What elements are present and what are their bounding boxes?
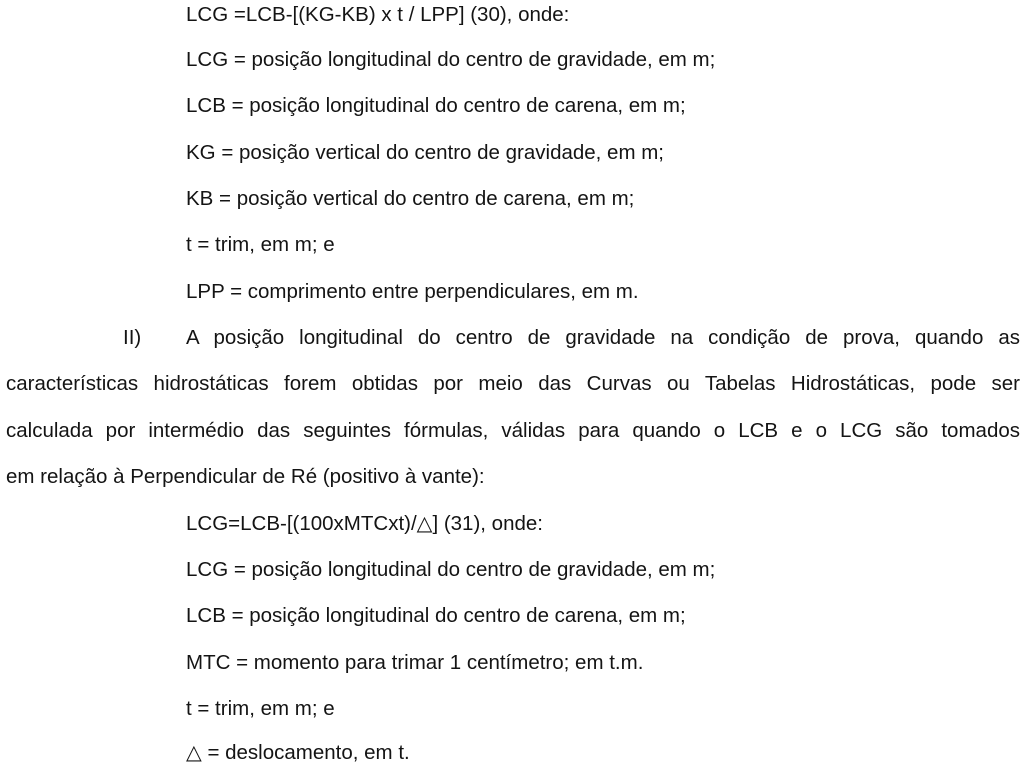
definition-mtc: MTC = momento para trimar 1 centímetro; em t.m. (186, 651, 644, 674)
definition-lcb: LCB = posição longitudinal do centro de carena, em m; (186, 94, 686, 117)
paragraph-line: A posição longitudinal do centro de gravidade na condição de prova, quando as (186, 326, 1020, 349)
definition-kb: KB = posição vertical do centro de carena, em m; (186, 187, 635, 210)
definition-lcb: LCB = posição longitudinal do centro de carena, em m; (186, 604, 686, 627)
paragraph-marker: II) (123, 326, 142, 349)
paragraph-line: calculada por intermédio das seguintes fórmulas, válidas para quando o LCB e o LCG são tomados (6, 419, 1020, 442)
formula-31: LCG=LCB-[(100xMTCxt)/△] (31), onde: (186, 512, 543, 535)
definition-lcg: LCG = posição longitudinal do centro de gravidade, em m; (186, 558, 716, 581)
definition-lcg: LCG = posição longitudinal do centro de gravidade, em m; (186, 48, 716, 71)
definition-displacement: △ = deslocamento, em t. (186, 741, 410, 764)
formula-30: LCG =LCB-[(KG-KB) x t / LPP] (30), onde: (186, 3, 570, 26)
definition-trim: t = trim, em m; e (186, 697, 335, 720)
definition-kg: KG = posição vertical do centro de gravidade, em m; (186, 141, 665, 164)
paragraph-line: características hidrostáticas forem obtidas por meio das Curvas ou Tabelas Hidrostáticas, pode ser (6, 372, 1020, 395)
definition-trim: t = trim, em m; e (186, 233, 335, 256)
definition-lpp: LPP = comprimento entre perpendiculares, em m. (186, 280, 639, 303)
paragraph-line: em relação à Perpendicular de Ré (positivo à vante): (6, 465, 485, 488)
